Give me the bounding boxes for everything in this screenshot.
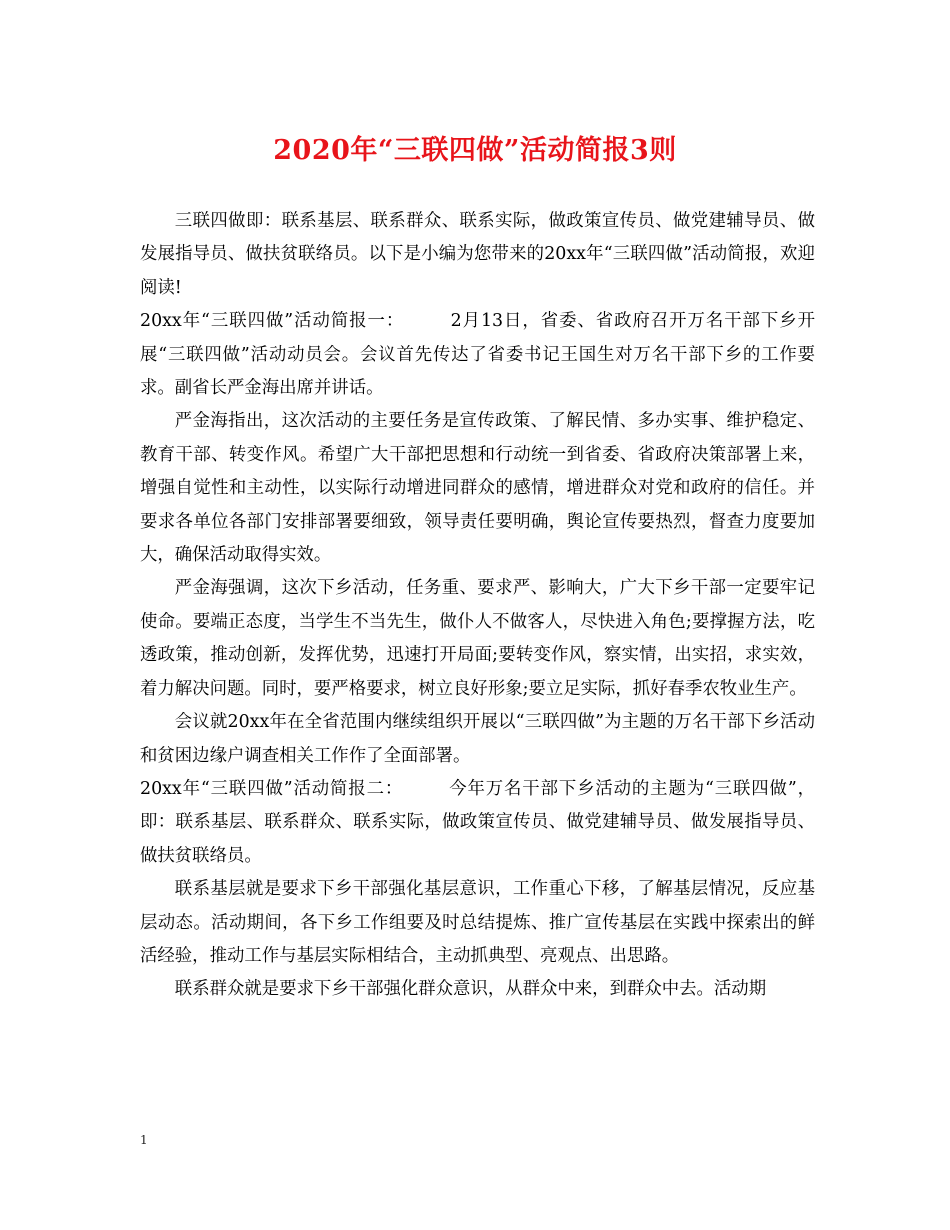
document-body bbox=[140, 205, 815, 1007]
paragraph: 20xx年“三联四做”活动简报二： 今年万名干部下乡活动的主题为“三联四做”，即：联系基层、联系群众、联系实际，做政策宣传员、做党建辅导员、做发展指导员、做扶贫联络员。 bbox=[140, 778, 815, 866]
page-number: 1 bbox=[140, 1133, 148, 1147]
paragraph: 联系群众就是要求下乡干部强化群众意识，从群众中来，到群众中去。活动期 bbox=[174, 979, 767, 1000]
paragraph: 三联四做即：联系基层、联系群众、联系实际，做政策宣传员、做党建辅导员、做发展指导员、做扶贫联络员。以下是小编为您带来的20xx年“三联四做”活动简报，欢迎阅读! bbox=[140, 211, 815, 298]
paragraph: 联系基层就是要求下乡干部强化基层意识，工作重心下移，了解基层情况，反应基层动态。活动期间，各下乡工作组要及时总结提炼、推广宣传基层在实践中探索出的鲜活经验，推动工作与基层实际相结合，主动抓典型、亮观点、出思路。 bbox=[140, 879, 815, 966]
paragraph: 严金海指出，这次活动的主要任务是宣传政策、了解民情、多办实事、维护稳定、教育干部、转变作风。希望广大干部把思想和行动统一到省委、省政府决策部署上来，增强自觉性和主动性，以实际行动增进同群众的感情，增进群众对党和政府的信任。并要求各单位各部门安排部署要细致，领导责任要明确，舆论宣传要热烈，督查力度要加大，确保活动取得实效。 bbox=[140, 411, 815, 566]
paragraph: 严金海强调，这次下乡活动，任务重、要求严、影响大，广大下乡干部一定要牢记使命。要端正态度，当学生不当先生，做仆人不做客人，尽快进入角色;要撑握方法，吃透政策，推动创新，发挥优势，迅速打开局面;要转变作风，察实情，出实招，求实效，着力解决问题。同时，要严格要求，树立良好形象;要立足实际，抓好春季农牧业生产。 bbox=[140, 578, 815, 699]
document-title: 2020年“三联四做”活动简报3则 bbox=[273, 135, 677, 166]
paragraph: 会议就20xx年在全省范围内继续组织开展以“三联四做”为主题的万名干部下乡活动和贫困边缘户调查相关工作作了全面部署。 bbox=[140, 712, 815, 766]
paragraph: 20xx年“三联四做”活动简报一： 2月13日，省委、省政府召开万名干部下乡开展“三联四做”活动动员会。会议首先传达了省委书记王国生对万名干部下乡的工作要求。副省长严金海出席并讲话。 bbox=[140, 311, 815, 399]
